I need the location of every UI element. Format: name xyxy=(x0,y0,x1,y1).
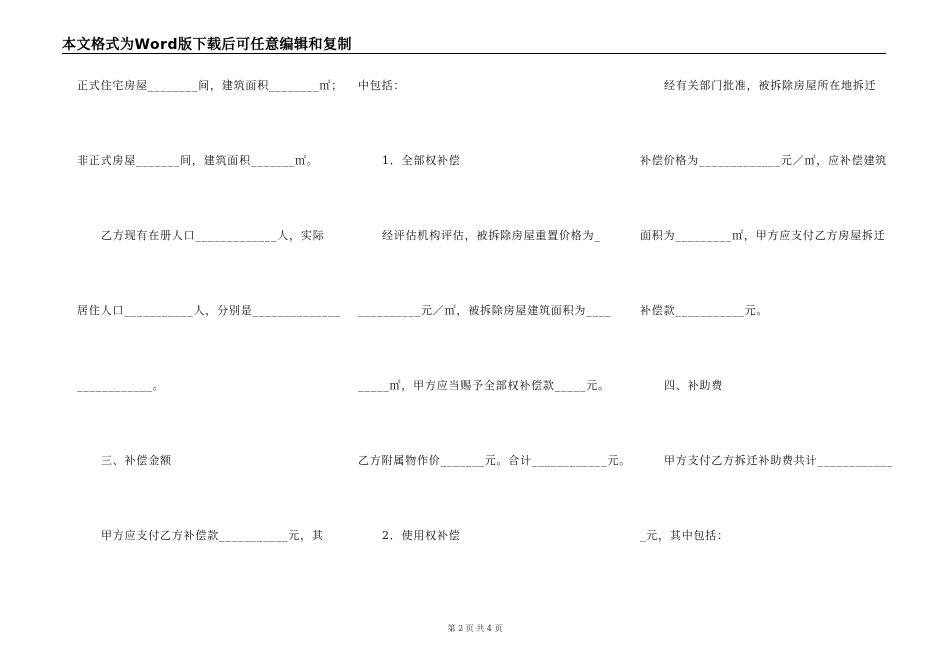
text-line: 补偿款___________元。 xyxy=(640,304,769,317)
text-line: 面积为_________㎡，甲方应支付乙方房屋拆迁 xyxy=(640,229,886,242)
text-line: _元，其中包括： xyxy=(640,529,729,542)
subsection-heading: 2．使用权补偿 xyxy=(382,529,461,542)
section-heading: 四、补助费 xyxy=(664,379,723,392)
text-line: 正式住宅房屋________间，建筑面积________㎡； xyxy=(77,79,343,92)
subsection-heading: 1．全部权补偿 xyxy=(382,154,461,167)
text-line: 居住人口___________人，分别是______________ xyxy=(77,304,341,317)
header-rule xyxy=(62,53,886,54)
text-line: 乙方现有在册人口_____________人，实际 xyxy=(101,229,325,242)
text-line: 经评估机构评估，被拆除房屋重置价格为_ xyxy=(382,229,601,242)
text-line: 甲方应支付乙方补偿款___________元，其 xyxy=(101,529,324,542)
text-line: 乙方附属物作价_______元。合计____________元。 xyxy=(358,454,632,467)
text-line: __________元／㎡，被拆除房屋建筑面积为____ xyxy=(358,304,612,317)
page-number: 第 2 页 共 4 页 xyxy=(447,624,503,633)
text-line: 补偿价格为_____________元／㎡，应补偿建筑 xyxy=(640,154,888,167)
text-line: 中包括： xyxy=(358,79,406,92)
section-heading: 三、补偿金额 xyxy=(101,454,172,467)
text-line: ____________。 xyxy=(77,379,165,392)
text-line: _____㎡，甲方应当赐予全部权补偿款_____元。 xyxy=(358,379,610,392)
text-line: 经有关部门批准，被拆除房屋所在地拆迁 xyxy=(664,79,877,92)
text-line: 非正式房屋_______间，建筑面积_______㎡。 xyxy=(77,154,319,167)
document-header-title: 本文格式为Word版下载后可任意编辑和复制 xyxy=(62,37,352,53)
text-line: 甲方支付乙方拆迁补助费共计____________ xyxy=(664,454,893,467)
